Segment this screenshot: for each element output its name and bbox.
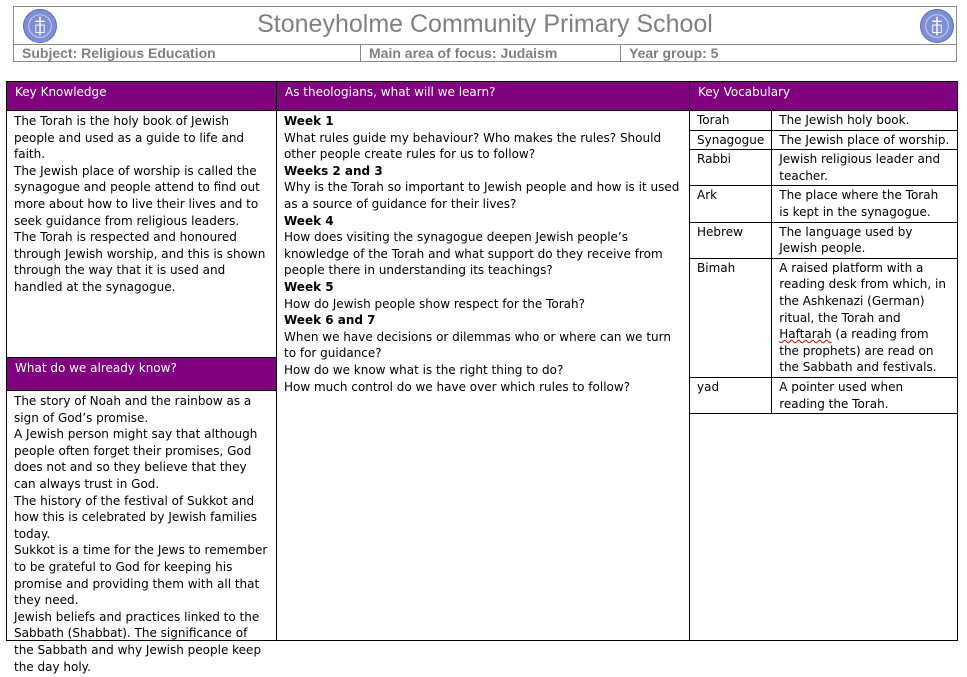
week-label: Weeks 2 and 3 (284, 163, 383, 178)
vocab-row (690, 186, 957, 222)
vocab-row (690, 222, 957, 258)
week-question: How does visiting the synagogue deepen Jewish people’s knowledge of the Torah and what support do they receive from people there in understanding its teachings? (284, 230, 663, 278)
vocab-definition (772, 258, 957, 377)
key-knowledge-column (7, 82, 277, 674)
vocab-row (690, 130, 957, 150)
key-knowledge-paragraph: The Torah is the holy book of Jewish people and used as a guide to life and faith. (14, 114, 245, 162)
learning-column (277, 82, 690, 640)
week-label: Week 6 and 7 (284, 313, 376, 328)
vocab-term: Rabbi (690, 150, 772, 186)
already-know-paragraph: Jewish beliefs and practices linked to the Sabbath (Shabbat). The significance of the Sabbath and why Jewish people keep the day holy. (14, 609, 262, 674)
vocabulary-table (690, 111, 957, 414)
already-know-paragraph: Sukkot is a time for the Jews to remember to be grateful to God for keeping his promise and providing them with all that they need. (14, 543, 268, 608)
vocab-term: Ark (690, 186, 772, 222)
vocab-term: yad (690, 377, 772, 413)
extra-question: How do we know what is the right thing to do? (284, 362, 564, 377)
year-group-label: Year group: 5 (620, 45, 956, 61)
vocab-row (690, 111, 957, 130)
school-name: Stoneyholme Community Primary School (257, 10, 713, 38)
week-label: Week 4 (284, 213, 334, 228)
learning-body (277, 111, 689, 397)
week-question: When we have decisions or dilemmas who or where can we turn to for guidance? (284, 329, 671, 361)
week-question: Why is the Torah so important to Jewish people and how is it used as a source of guidance for their lives? (284, 180, 680, 211)
week-label: Week 1 (284, 114, 334, 128)
vocab-definition: The Jewish holy book. (772, 111, 957, 130)
definition-text: A raised platform with a reading desk from which, in the Ashkenazi (German) ritual, the Torah and (779, 260, 946, 325)
vocab-term: Hebrew (690, 222, 772, 258)
already-know-paragraph: A Jewish person might say that although people often forget their promises, God does not and so they believe that they can always trust in God. (14, 427, 258, 491)
info-row (14, 45, 956, 61)
focus-label: Main area of focus: Judaism (360, 45, 620, 61)
vocab-term: Bimah (690, 258, 772, 377)
knowledge-organiser-grid (6, 81, 958, 674)
vocab-row (690, 258, 957, 377)
vocab-definition: The place where the Torah is kept in the synagogue. (772, 186, 957, 222)
key-knowledge-heading: Key Knowledge (7, 82, 276, 111)
vocab-definition: Jewish religious leader and teacher. (772, 150, 957, 186)
already-know-body (7, 391, 276, 677)
key-knowledge-paragraph: The Jewish place of worship is called the synagogue and people attend to find out more about how to live their lives and to seek guidance from religious leaders. (14, 163, 260, 228)
already-know-paragraph: The history of the festival of Sukkot and how this is celebrated by Jewish families today. (14, 493, 257, 541)
definition-text: (a reading from the prophets) are read on the Sabbath and festivals. (779, 327, 937, 375)
spellcheck-flagged-word[interactable]: Haftarah (779, 327, 832, 342)
already-know-heading: What do we already know? (7, 357, 276, 391)
vocab-row (690, 150, 957, 186)
week-question: What rules guide my behaviour? Who makes the rules? Should other people create rules for us to follow? (284, 130, 662, 162)
vocab-row (690, 377, 957, 413)
key-knowledge-body (7, 111, 276, 298)
school-crest-icon (920, 9, 954, 43)
vocab-term: Torah (690, 111, 772, 130)
key-knowledge-paragraph: The Torah is respected and honoured through Jewish worship, and this is shown through the way that it is used and handled at the synagogue. (14, 230, 266, 294)
subject-label: Subject: Religious Education (22, 45, 216, 61)
title-row (14, 7, 956, 45)
extra-question: How much control do we have over which rules to follow? (284, 379, 631, 394)
vocab-definition: A pointer used when reading the Torah. (772, 377, 957, 413)
vocabulary-column (690, 82, 957, 640)
week-question: How do Jewish people show respect for the Torah? (284, 296, 585, 311)
already-know-paragraph: The story of Noah and the rainbow as a sign of God’s promise. (14, 394, 252, 425)
learning-heading: As theologians, what will we learn? (277, 82, 689, 111)
vocabulary-heading: Key Vocabulary (690, 82, 957, 111)
week-label: Week 5 (284, 279, 334, 294)
vocab-term: Synagogue (690, 130, 772, 150)
document-header (13, 6, 957, 62)
vocab-definition: The language used by Jewish people. (772, 222, 957, 258)
vocab-definition: The Jewish place of worship. (772, 130, 957, 150)
